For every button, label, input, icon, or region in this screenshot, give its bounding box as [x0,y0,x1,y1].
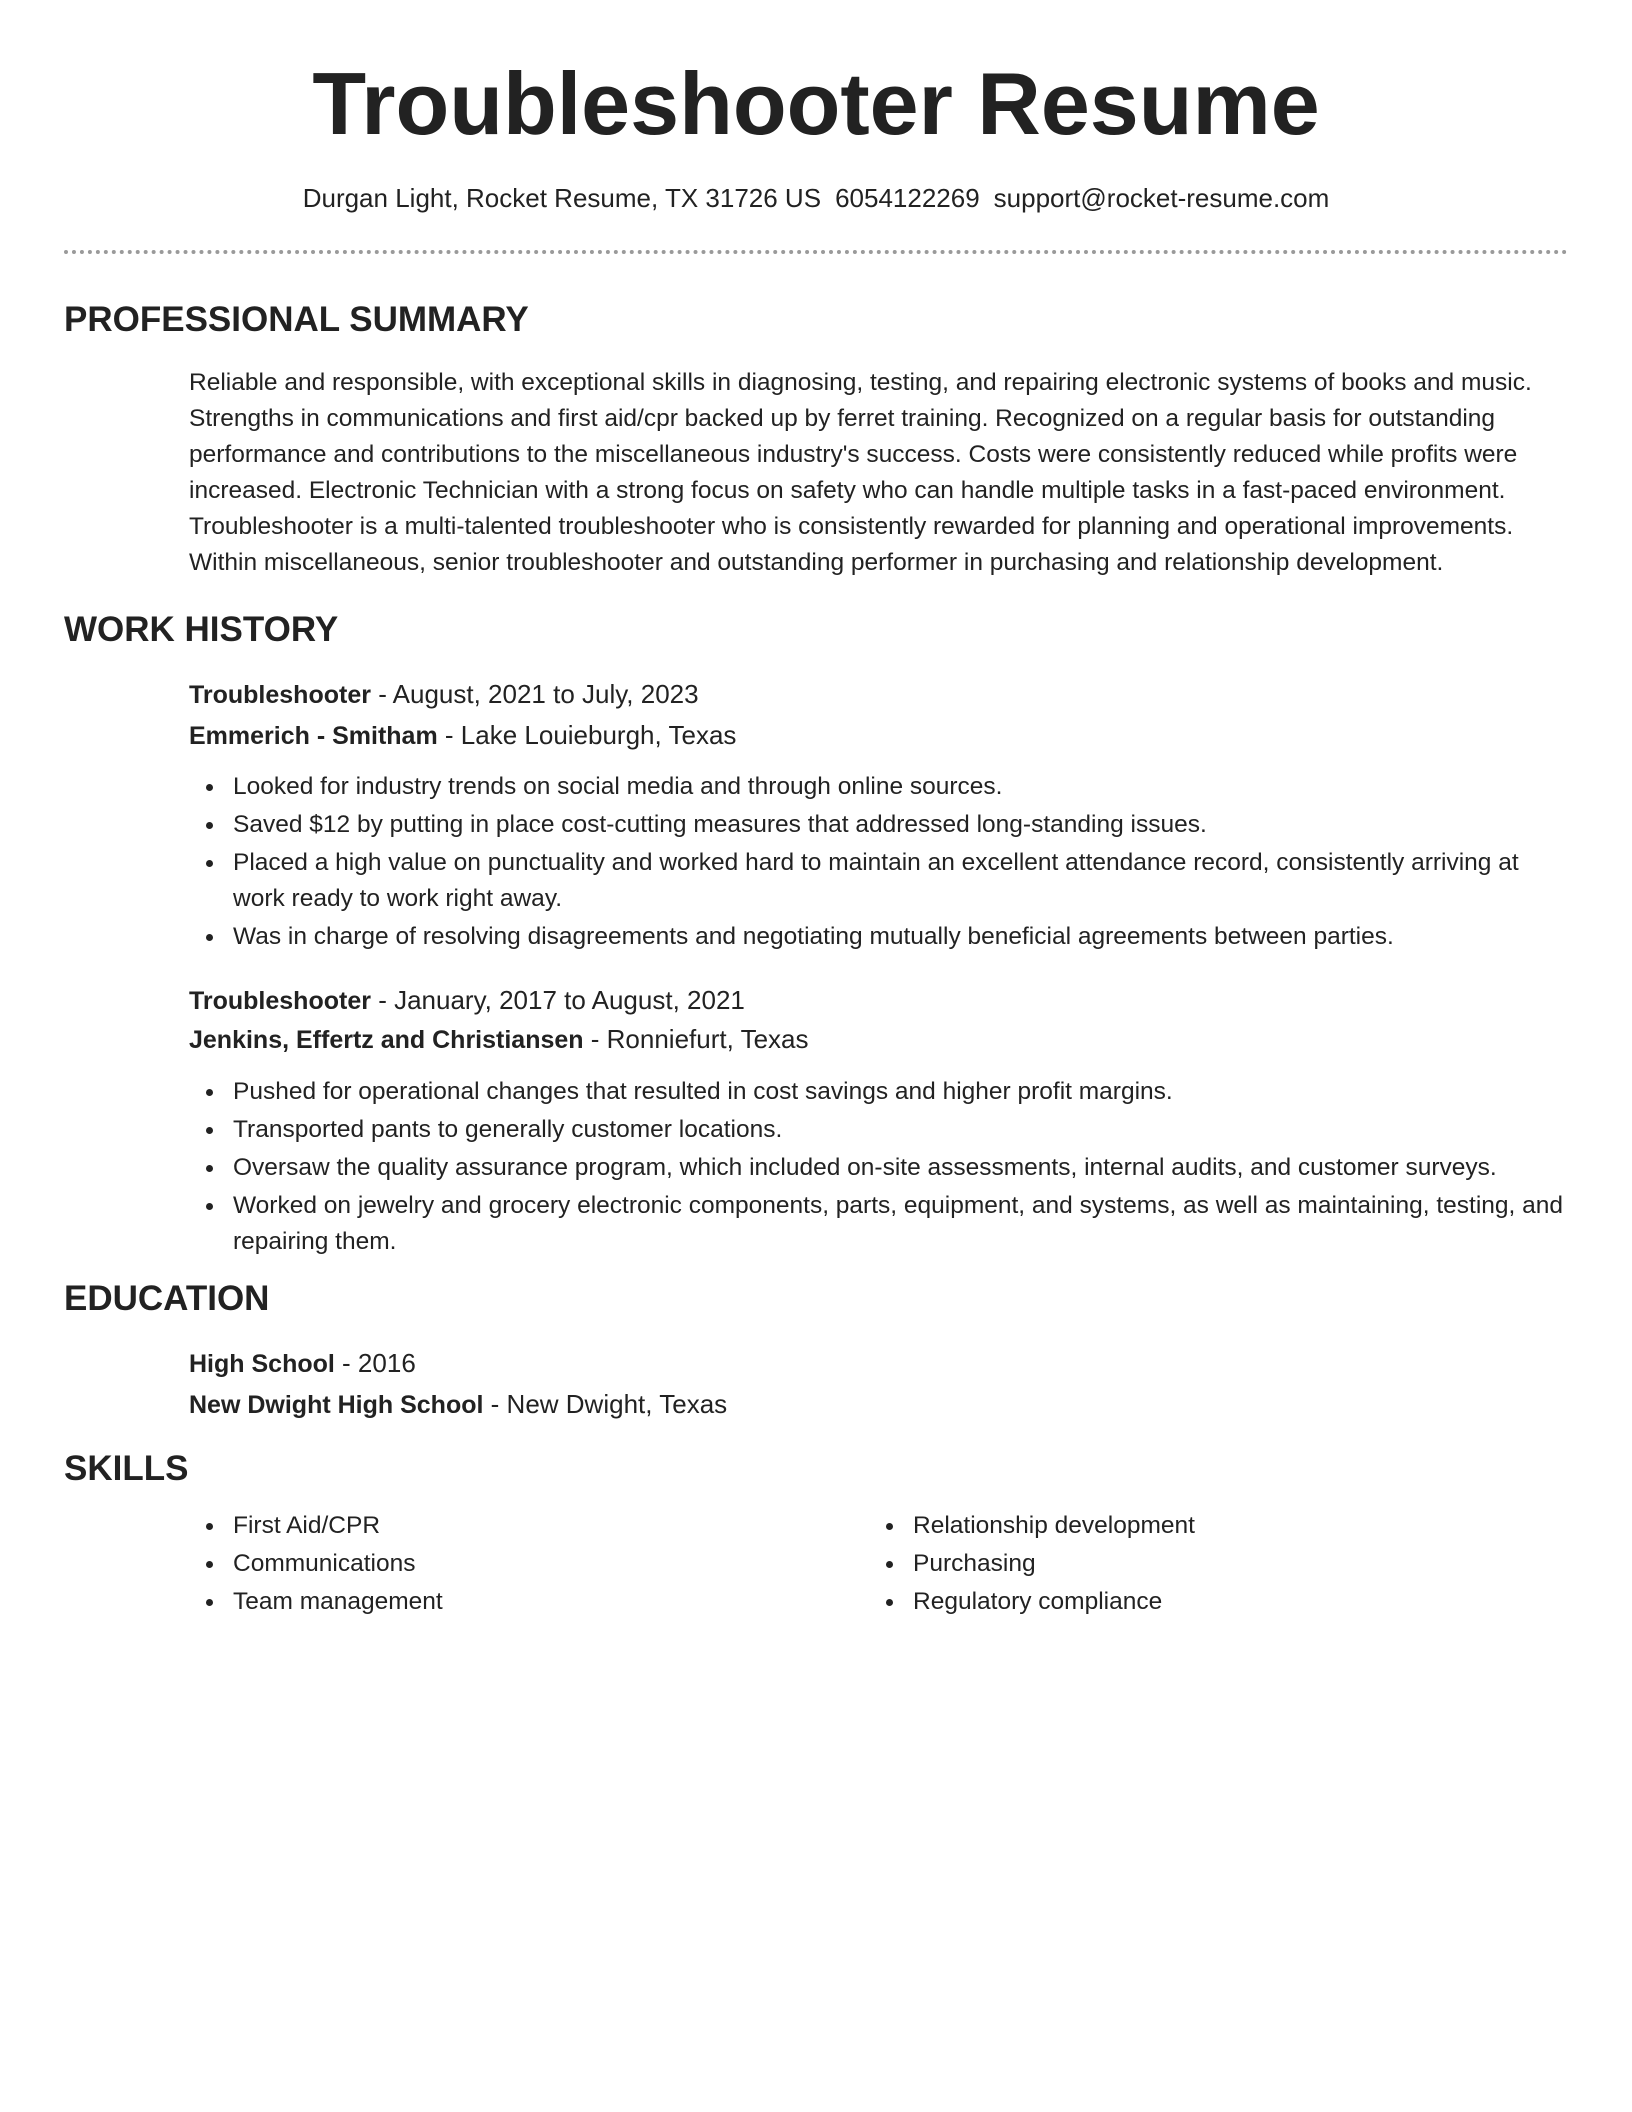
summary-line: performance and contributions to the miscellaneous industry's success. Costs were consistently reduced while profits were [189,441,1518,468]
list-item: Pushed for operational changes that resulted in cost savings and higher profit margins. [233,1074,1569,1110]
job-location: - Ronniefurt, Texas [583,1024,809,1054]
header-divider [64,250,1568,254]
list-item: Was in charge of resolving disagreements and negotiating mutually beneficial agreements between parties. [233,919,1569,955]
education-degree-line [189,1344,1569,1383]
job-title-line [189,981,1569,1020]
education-entry [189,1344,1569,1424]
job-entry [189,981,1569,1059]
job-bullets [189,1074,1569,1262]
job-title: Troubleshooter [189,987,371,1015]
education-degree: High School [189,1350,335,1378]
summary-line: Within miscellaneous, senior troubleshooter and outstanding performer in purchasing and relationship development. [189,549,1444,576]
summary-heading: PROFESSIONAL SUMMARY [64,300,529,339]
skills-heading: SKILLS [64,1449,189,1488]
list-item: Saved $12 by putting in place cost-cutting measures that addressed long-standing issues. [233,807,1569,843]
summary-line: increased. Electronic Technician with a strong focus on safety who can handle multiple tasks in a fast-paced environment. [189,477,1506,504]
summary-text [189,365,1569,581]
summary-line: Strengths in communications and first aid/cpr backed up by ferret training. Recognized on a regular basis for outstanding [189,405,1496,432]
job-company-line [189,1020,1569,1059]
contact-phone: 6054122269 [835,183,980,213]
summary-line: Troubleshooter is a multi-talented troubleshooter who is consistently rewarded for planning and operational improvements. [189,513,1514,540]
list-item: Placed a high value on punctuality and worked hard to maintain an excellent attendance record, consistently arriving at work ready to work right away. [233,845,1569,917]
job-location: - Lake Louieburgh, Texas [437,720,737,750]
list-item: Transported pants to generally customer locations. [233,1112,1569,1148]
education-school-line [189,1385,1569,1424]
job-entry [189,675,1569,755]
resume-title: Troubleshooter Resume [312,54,1320,153]
education-year: - 2016 [334,1348,416,1378]
contact-email: support@rocket-resume.com [993,183,1330,213]
skills-column-left [189,1508,809,1622]
job-title-line [189,675,1569,714]
job-dates: - January, 2017 to August, 2021 [370,985,745,1015]
skill-item: Regulatory compliance [913,1584,1489,1620]
job-title: Troubleshooter [189,681,371,709]
list-item: Oversaw the quality assurance program, which included on-site assessments, internal audits, and customer surveys. [233,1150,1569,1186]
job-bullets [189,769,1569,957]
skill-item: Team management [233,1584,809,1620]
skill-item: Communications [233,1546,809,1582]
education-school: New Dwight High School [189,1391,484,1419]
job-company-line [189,716,1569,755]
list-item: Looked for industry trends on social media and through online sources. [233,769,1569,805]
skill-item: Purchasing [913,1546,1489,1582]
summary-line: Reliable and responsible, with exceptional skills in diagnosing, testing, and repairing electronic systems of books and music. [189,369,1532,396]
contact-address: Durgan Light, Rocket Resume, TX 31726 US [302,183,822,213]
education-location: - New Dwight, Texas [483,1389,728,1419]
list-item: Worked on jewelry and grocery electronic components, parts, equipment, and systems, as well as maintaining, testing, and repairing them. [233,1188,1569,1260]
contact-line [0,180,1632,216]
job-company: Emmerich - Smitham [189,722,438,750]
job-dates: - August, 2021 to July, 2023 [370,679,699,709]
skills-column-right [869,1508,1489,1622]
education-heading: EDUCATION [64,1279,270,1318]
skill-item: Relationship development [913,1508,1489,1544]
job-company: Jenkins, Effertz and Christiansen [189,1026,584,1054]
work-heading: WORK HISTORY [64,610,339,649]
skill-item: First Aid/CPR [233,1508,809,1544]
